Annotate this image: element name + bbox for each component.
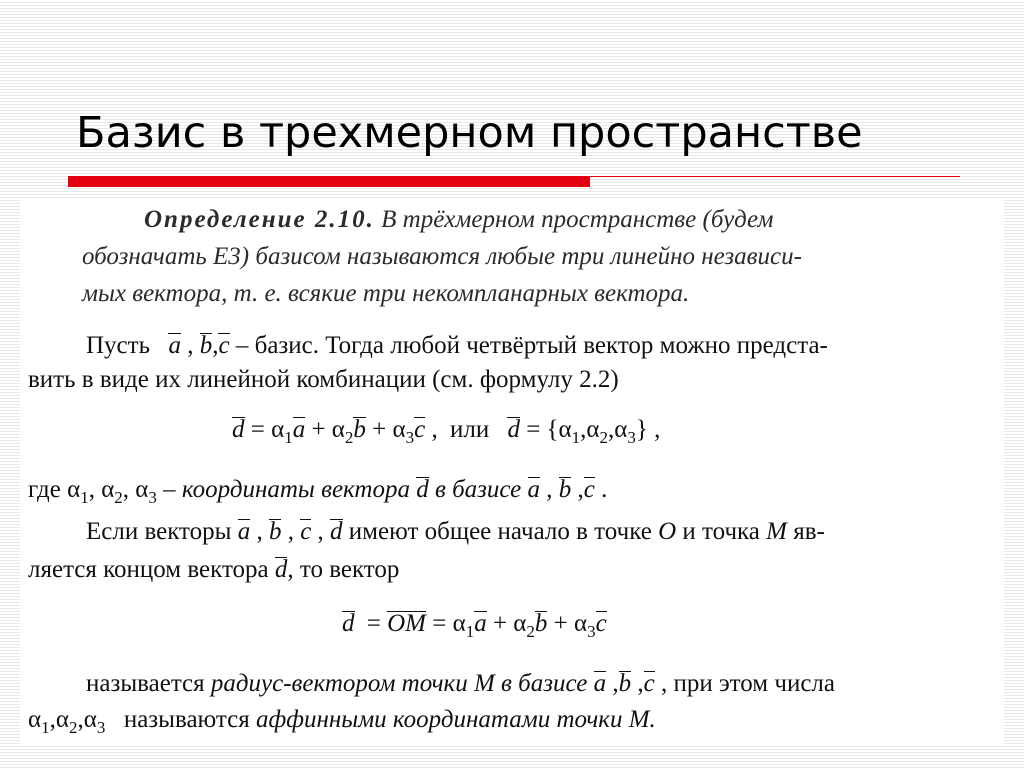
dash: – — [163, 476, 176, 503]
para3-italic-1: радиус-вектором точки М в базисе — [210, 670, 588, 697]
slide-title: Базис в трехмерном пространстве — [76, 108, 863, 158]
vector-a: a — [168, 332, 181, 359]
para1-line-1: Пусть a , b,c – базис. Тогда любой четвёртый вектор можно предста- — [86, 332, 828, 359]
para1-dash-text: – базис. Тогда любой четвёртый вектор можно предста- — [235, 332, 828, 359]
title-underline-line — [590, 176, 960, 177]
title-underline-bar — [68, 176, 590, 187]
definition-label: Определение 2.10. — [144, 206, 375, 233]
para2-mid: имеют общее начало в точке — [348, 518, 652, 545]
coords-text-2: в базисе — [434, 476, 522, 503]
para3-line-1: называется радиус-вектором точки М в базисе a ,b ,c , при этом числа — [86, 670, 835, 697]
or-word: или — [449, 416, 490, 443]
para1-line-2: вить в виде их линейной комбинации (см. формулу 2.2) — [28, 366, 619, 393]
point-o: О — [658, 518, 677, 545]
textbook-excerpt — [20, 198, 1004, 744]
para2-and: и точка — [682, 518, 760, 545]
para3-line-2: $\alpha_1,\alpha_2,\alpha_3$ называются аффинными координатами точки М. — [28, 706, 656, 737]
definition-line-2: обозначать Е3) базисом называются любые три линейно независи- — [82, 243, 802, 270]
vector-b: b — [199, 332, 213, 359]
para3-italic-2: аффинными координатами точки М. — [255, 706, 656, 733]
vector-c: c — [218, 332, 230, 359]
para3-start: называется — [86, 670, 205, 697]
definition-line-3: мых вектора, т. е. всякие три некомпланарных вектора. — [82, 280, 690, 307]
comma: , — [187, 332, 194, 359]
formula-1: $d = \alpha_1a + \alpha_2b + \alpha_3c$ , или $d = \{\alpha_1,\alpha_2,\alpha_3\}$ , — [232, 416, 661, 447]
para3-end: , при этом числа — [660, 670, 835, 697]
para2-line-2: ляется концом вектора d, то вектор — [28, 556, 400, 583]
formula-2: d = OM = $\alpha_1a + \alpha_2b + \alpha_3c$ — [342, 610, 607, 641]
para2-line-1: Если векторы a , b , c , d имеют общее начало в точке О и точка М яв- — [86, 518, 825, 545]
definition-text-1: В трёхмерном пространстве (будем — [381, 206, 774, 233]
definition-line-1 — [144, 204, 773, 236]
para2-start: Если векторы — [86, 518, 232, 545]
coordinates-line: где $\alpha_1$, $\alpha_2$, $\alpha_3$ – координаты вектора d в базисе a , b ,c . — [28, 476, 608, 507]
para2-line2-start: ляется концом вектора — [28, 556, 269, 583]
para1-start: Пусть — [86, 332, 150, 359]
para2-end: яв- — [793, 518, 825, 545]
para2-line2-end: , то вектор — [287, 556, 400, 583]
where-word: где — [28, 476, 61, 503]
coords-text-1: координаты вектора — [181, 476, 410, 503]
point-m: М — [766, 518, 787, 545]
vector-om: OM — [387, 610, 426, 637]
para3-line2-mid: называются — [123, 706, 250, 733]
